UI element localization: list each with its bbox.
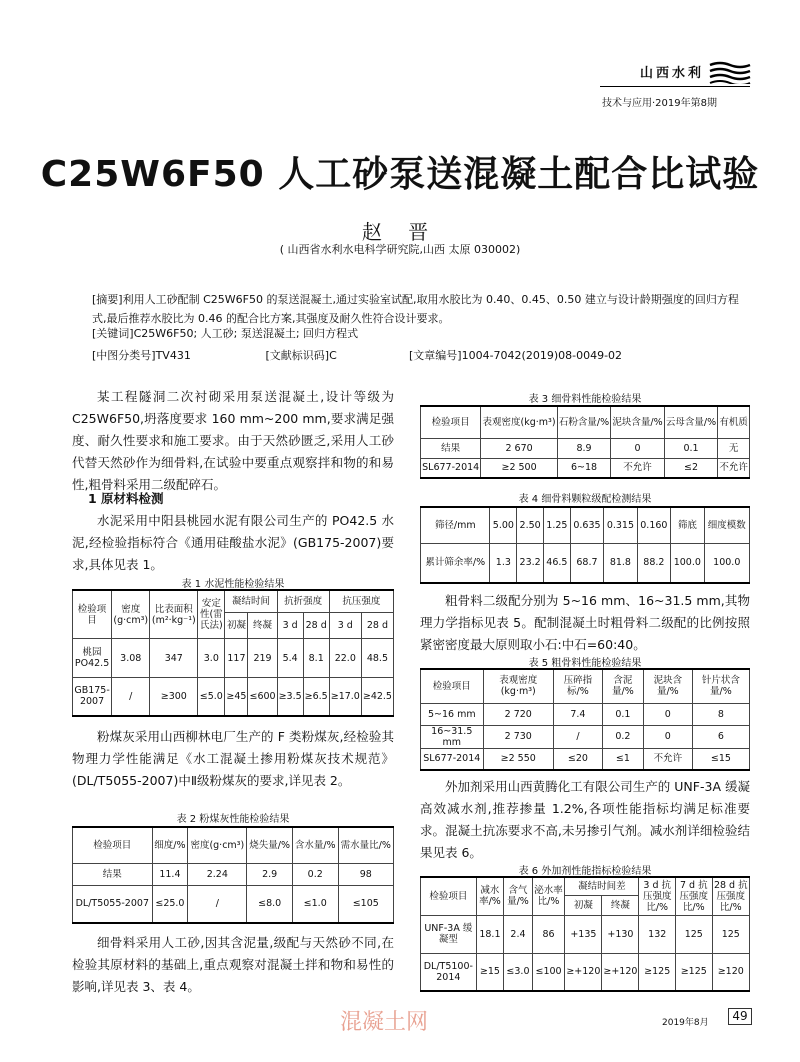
table-header: 0.635	[570, 507, 603, 543]
table-cell: ≤5.0	[198, 677, 225, 716]
table-header: 28 d 抗压强度比/%	[712, 877, 749, 915]
table-header: 细度/%	[152, 827, 188, 863]
table-cell: ≥15	[476, 953, 503, 991]
page-number: 49	[728, 1008, 752, 1025]
table-header: 初凝	[225, 612, 248, 638]
table-cell: 86	[532, 915, 565, 953]
paper-title: C25W6F50 人工砂泵送混凝土配合比试验	[40, 154, 760, 195]
table-cell: ≥300	[150, 677, 198, 716]
table-header: 有机质	[718, 406, 750, 438]
table-cell: DL/T5055-2007	[73, 885, 153, 923]
table-caption: 表 3 细骨料性能检验结果	[528, 394, 642, 405]
table-cell: 100.0	[704, 543, 749, 583]
table-cell: 2 720	[483, 703, 553, 725]
table-header: 泌水率比/%	[532, 877, 565, 915]
table-cell: ≥2 550	[483, 748, 553, 770]
table-cell: 2 730	[483, 725, 553, 748]
table-cell: /	[112, 677, 150, 716]
keywords: [关键词]C25W6F50; 人工砂; 泵送混凝土; 回归方程式	[92, 327, 359, 340]
table-cell: 88.2	[637, 543, 670, 583]
footer-date: 2019年8月	[662, 1018, 709, 1028]
journal-logo-icon	[708, 60, 752, 84]
table-cell: 2.9	[247, 863, 293, 885]
table-header: 7 d 抗压强度比/%	[676, 877, 713, 915]
table-cell: 不允许	[718, 458, 750, 478]
table-cell: GB175-2007	[73, 677, 112, 716]
table-cell: 5.4	[277, 639, 303, 678]
table-header: 5.00	[490, 507, 517, 543]
table-header: 需水量比/%	[338, 827, 394, 863]
table-cell: 2.4	[504, 915, 533, 953]
table-header: 3 d	[329, 612, 361, 638]
table-header: 细度模数	[704, 507, 749, 543]
table-cell: 2 670	[481, 438, 557, 458]
table-cell: ≤25.0	[152, 885, 188, 923]
table-cell: 18.1	[476, 915, 503, 953]
table-header: 抗折强度	[277, 590, 329, 612]
table-cell: /	[553, 725, 602, 748]
table-cell: 23.2	[517, 543, 544, 583]
table-cell: 46.5	[543, 543, 570, 583]
table-header: 1.25	[543, 507, 570, 543]
table-cell: 22.0	[329, 639, 361, 678]
table-flyash	[72, 826, 394, 924]
table-header: 针片状含量/%	[692, 669, 749, 703]
table-header: 筛径/mm	[421, 507, 490, 543]
table-cell: 6~18	[557, 458, 611, 478]
table-cell: ≤1	[602, 748, 643, 770]
table-header: 检验项目	[421, 669, 484, 703]
table-cell: 不允许	[611, 458, 665, 478]
classification-line	[92, 346, 742, 365]
table-cell: 8	[692, 703, 749, 725]
table-header: 终凝	[248, 612, 277, 638]
table-cell: SL677-2014	[421, 458, 481, 478]
table-cell: 219	[248, 639, 277, 678]
table-cell: ≥17.0	[329, 677, 361, 716]
table-caption: 表 2 粉煤灰性能检验结果	[176, 814, 290, 825]
table-header: 含水量/%	[292, 827, 338, 863]
body-paragraph: 粗骨料二级配分别为 5~16 mm、16~31.5 mm,其物理力学指标见表 5。配制混凝土时粗骨料二级配的比例按照紧密密度最大原则取小石:中石=60:40。	[420, 593, 750, 652]
table-cell: 6	[692, 725, 749, 748]
table-cell: ≤105	[338, 885, 394, 923]
table-caption: 表 5 粗骨料性能检验结果	[528, 658, 642, 669]
table-cell: 0.1	[664, 438, 718, 458]
table-cell: ≥+120	[565, 953, 602, 991]
document-code: [文献标识码]C	[265, 349, 337, 362]
table-cell: ≥125	[676, 953, 713, 991]
table-cell: /	[188, 885, 247, 923]
journal-issue: 技术与应用·2019年第8期	[602, 98, 717, 109]
watermark: 混凝土网	[340, 1010, 429, 1035]
table-cell: ≤3.0	[504, 953, 533, 991]
table-header: 0.160	[637, 507, 670, 543]
table-header: 初凝	[565, 895, 602, 915]
table-header: 3 d 抗压强度比/%	[639, 877, 676, 915]
table-cell: 8.1	[303, 639, 329, 678]
affiliation: ( 山西省水利水电科学研究院,山西 太原 030002)	[279, 243, 521, 256]
body-paragraph: 水泥采用中阳县桃园水泥有限公司生产的 PO42.5 水泥,经检验指标符合《通用硅酸盐水泥》(GB175-2007)要求,具体见表 1。	[72, 513, 394, 572]
table-cell: 1.3	[490, 543, 517, 583]
table-header: 凝结时间差	[565, 877, 639, 895]
table-header: 筛底	[671, 507, 704, 543]
table-cell: ≤8.0	[247, 885, 293, 923]
table-cell: ≤15	[692, 748, 749, 770]
table-header: 终凝	[602, 895, 639, 915]
table-cell: ≥+120	[602, 953, 639, 991]
table-cell: 5~16 mm	[421, 703, 484, 725]
table-cell: ≥6.5	[303, 677, 329, 716]
article-number: [文章编号]1004-7042(2019)08-0049-02	[409, 349, 623, 362]
table-fine-grading	[420, 506, 750, 584]
table-cell: 98	[338, 863, 394, 885]
table-header: 2.50	[517, 507, 544, 543]
section-heading: 1 原材料检测	[88, 491, 164, 506]
table-cell: ≥125	[639, 953, 676, 991]
table-cell: ≥2 500	[481, 458, 557, 478]
abstract: [摘要]利用人工砂配制 C25W6F50 的泵送混凝土,通过实验室试配,取用水胶比为 0.40、0.45、0.50 建立与设计龄期强度的回归方程式,最后推荐水胶比为 0.46 的配合比方案,其强度及耐久性符合设计要求。	[92, 293, 739, 325]
author-name: 赵 晋	[361, 220, 439, 244]
table-cell: ≤100	[532, 953, 565, 991]
table-cell: 累计筛余率/%	[421, 543, 490, 583]
table-header: 0.315	[604, 507, 637, 543]
body-paragraph: 外加剂采用山西黄腾化工有限公司生产的 UNF-3A 缓凝高效减水剂,推荐掺量 1.2%,各项性能指标均满足标准要求。混凝土抗冻要求不高,未另掺引气剂。减水剂详细检验结果见表 6。	[420, 779, 750, 860]
table-header: 检验项目	[421, 877, 477, 915]
table-cell: 7.4	[553, 703, 602, 725]
table-cell: 桃园 PO42.5	[73, 639, 112, 678]
table-cell: 结果	[73, 863, 153, 885]
body-paragraph: 细骨料采用人工砂,因其含泥量,级配与天然砂不同,在检验其原材料的基础上,重点观察对混凝土拌和物和易性的影响,详见表 3、表 4。	[72, 935, 394, 994]
table-admixture	[420, 876, 750, 992]
table-cell: 100.0	[671, 543, 704, 583]
table-header: 表观密度(kg·m³)	[483, 669, 553, 703]
table-cell: 16~31.5 mm	[421, 725, 484, 748]
table-cell: 不允许	[643, 748, 692, 770]
table-cell: +135	[565, 915, 602, 953]
table-cell: 132	[639, 915, 676, 953]
clc-number: [中图分类号]TV431	[92, 349, 191, 362]
table-cell: UNF-3A 缓凝型	[421, 915, 477, 953]
table-header: 含气量/%	[504, 877, 533, 915]
body-paragraph: 粉煤灰采用山西柳林电厂生产的 F 类粉煤灰,经检验其物理力学性能满足《水工混凝土掺用粉煤灰技术规范》(DL/T5055-2007)中Ⅱ级粉煤灰的要求,详见表 2。	[72, 729, 394, 788]
table-caption: 表 6 外加剂性能指标检验结果	[518, 866, 652, 877]
journal-name: 山西水利	[640, 66, 705, 81]
table-coarse-aggregate	[420, 668, 750, 771]
table-cell: 3.0	[198, 639, 225, 678]
table-cell: 0	[611, 438, 665, 458]
table-cell: SL677-2014	[421, 748, 484, 770]
table-cell: 3.08	[112, 639, 150, 678]
table-cell: 0	[643, 703, 692, 725]
table-header: 减水率/%	[476, 877, 503, 915]
table-cell: 125	[712, 915, 749, 953]
table-header: 表观密度(kg·m³)	[481, 406, 557, 438]
table-header: 压碎指标/%	[553, 669, 602, 703]
table-cell: 125	[676, 915, 713, 953]
table-header: 烧失量/%	[247, 827, 293, 863]
table-caption: 表 4 细骨料颗粒级配检测结果	[518, 494, 652, 505]
table-cell: 8.9	[557, 438, 611, 458]
table-cell: +130	[602, 915, 639, 953]
table-cell: DL/T5100-2014	[421, 953, 477, 991]
header-divider	[600, 86, 750, 87]
table-cell: 81.8	[604, 543, 637, 583]
table-cell: 0.2	[292, 863, 338, 885]
table-header: 密度(g·cm³)	[188, 827, 247, 863]
table-cell: ≥120	[712, 953, 749, 991]
table-cell: 0.1	[602, 703, 643, 725]
table-fine-aggregate	[420, 405, 750, 479]
table-header: 密度(g·cm³)	[112, 590, 150, 639]
table-header: 检验项目	[421, 406, 481, 438]
table-header: 检验项目	[73, 827, 153, 863]
table-cell: 2.24	[188, 863, 247, 885]
table-header: 抗压强度	[329, 590, 393, 612]
table-cell: ≤2	[664, 458, 718, 478]
table-cell: ≤1.0	[292, 885, 338, 923]
body-paragraph: 某工程隧洞二次衬砌采用泵送混凝土,设计等级为 C25W6F50,坍落度要求 160 mm~200 mm,要求满足强度、耐久性要求和施工要求。由于天然砂匮乏,采用人工砂代替天然砂作为细骨料,在试验中要重点观察拌和物的和易性,粗骨料采用二级配碎石。	[72, 389, 394, 492]
table-cell: 48.5	[361, 639, 393, 678]
table-header: 含泥量/%	[602, 669, 643, 703]
table-header: 28 d	[361, 612, 393, 638]
table-header: 凝结时间	[225, 590, 277, 612]
table-header: 28 d	[303, 612, 329, 638]
table-cell: 0	[643, 725, 692, 748]
table-cell: 0.2	[602, 725, 643, 748]
table-cell: 结果	[421, 438, 481, 458]
table-cell: ≤20	[553, 748, 602, 770]
table-cell: 11.4	[152, 863, 188, 885]
table-header: 石粉含量/%	[557, 406, 611, 438]
table-header: 比表面积(m²·kg⁻¹)	[150, 590, 198, 639]
table-cell: ≥3.5	[277, 677, 303, 716]
table-cell: ≥45	[225, 677, 248, 716]
table-header: 检验项目	[73, 590, 112, 639]
table-cell: 347	[150, 639, 198, 678]
table-header: 泥块含量/%	[611, 406, 665, 438]
table-cement	[72, 589, 394, 717]
table-cell: ≥42.5	[361, 677, 393, 716]
table-header: 3 d	[277, 612, 303, 638]
table-cell: 无	[718, 438, 750, 458]
table-caption: 表 1 水泥性能检验结果	[181, 579, 285, 590]
table-cell: 68.7	[570, 543, 603, 583]
table-header: 云母含量/%	[664, 406, 718, 438]
table-header: 安定性(雷氏法)	[198, 590, 225, 639]
table-cell: ≤600	[248, 677, 277, 716]
table-cell: 117	[225, 639, 248, 678]
table-header: 泥块含量/%	[643, 669, 692, 703]
